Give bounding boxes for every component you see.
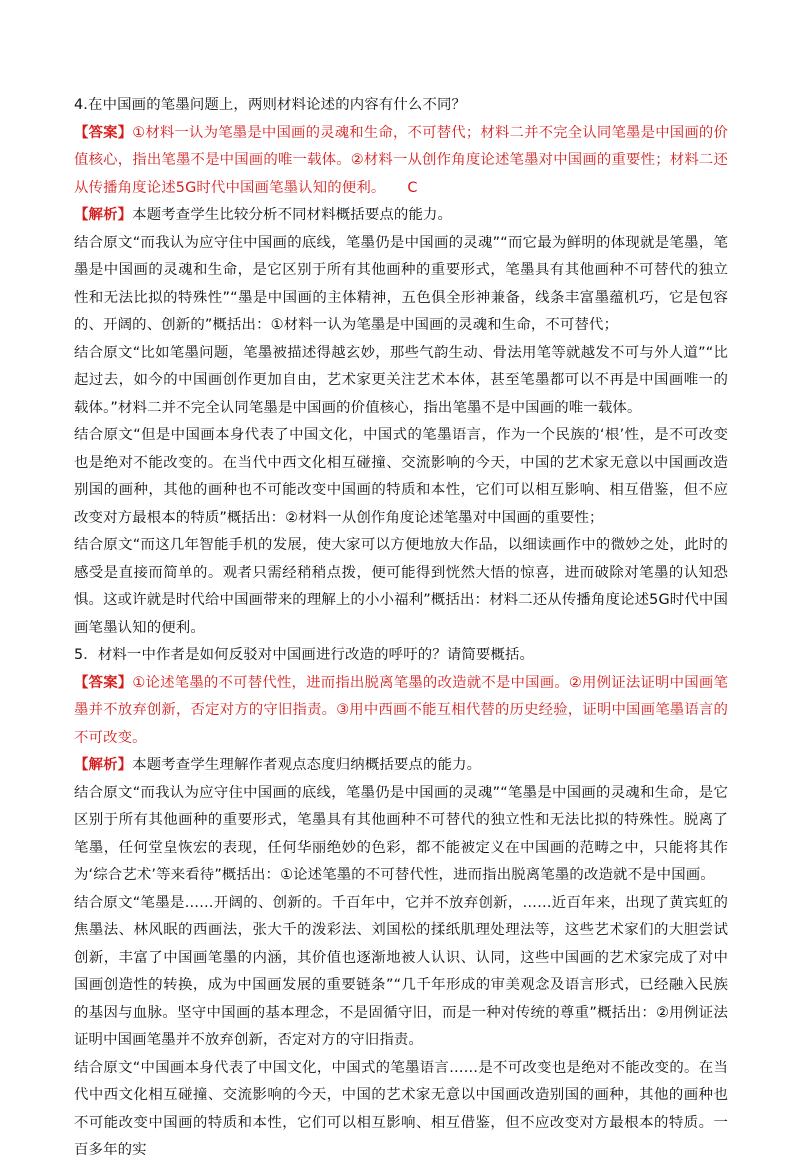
analysis-tag: 【解析】 bbox=[74, 207, 133, 223]
analysis-tag: 【解析】 bbox=[74, 757, 133, 773]
answer-4-text: ①材料一认为笔墨是中国画的灵魂和生命，不可替代；材料二并不完全认同笔墨是中国画的价值核心，指出笔墨不是中国画的唯一载体。②材料一从创作角度论述笔墨对中国画的重要性；材料二还从传播角度论述5G时代中国画笔墨认知的便利。 bbox=[74, 124, 728, 196]
answer-tag: 【答案】 bbox=[74, 674, 133, 691]
analysis-4-paragraph: 结合原文“而我认为应守住中国画的底线，笔墨仍是中国画的灵魂”“而它最为鲜明的体现就是笔墨，笔墨是中国画的灵魂和生命，是它区别于所有其他画种的重要形式，笔墨具有其他画种不可替代的独立性和无法比拟的特殊性”“墨是中国画的主体精神，五色俱全形神兼备，线条丰富墨蕴机巧，它是包容的、开阔的、创新的”概括出：①材料一认为笔墨是中国画的灵魂和生命，不可替代； bbox=[74, 234, 728, 333]
answer-4 bbox=[74, 120, 728, 203]
analysis-5-paragraph: 结合原文“而我认为应守住中国画的底线，笔墨仍是中国画的灵魂”“笔墨是中国画的灵魂和生命，是它区别于所有其他画种的重要形式，笔墨具有其他画种不可替代的独立性和无法比拟的特殊性。脱离了笔墨，任何堂皇恢宏的表现，任何华丽绝妙的色彩，都不能被定义在中国画的范畴之中，只能将其作为‘综合艺术’等来看待”概括出：①论述笔墨的不可替代性，进而指出脱离笔墨的改造就不是中国画。 bbox=[74, 784, 728, 883]
analysis-4 bbox=[74, 202, 728, 230]
answer-5 bbox=[74, 670, 728, 753]
analysis-4-paragraph: 结合原文“而这几年智能手机的发展，使大家可以方便地放大作品，以细读画作中的微妙之处，此时的感受是直接而简单的。观者只需经稍稍点拨，便可能得到恍然大悟的惊喜，进而破除对笔墨的认知恐惧。这或许就是时代给中国画带来的理解上的小小福利”概括出：材料二还从传播角度论述5G时代中国画笔墨认知的便利。 bbox=[74, 537, 728, 636]
stray-mark: C bbox=[407, 179, 418, 196]
analysis-5-paragraph: 结合原文“笔墨是……开阔的、创新的。千百年中，它并不放弃创新，……近百年来，出现了黄宾虹的焦墨法、林风眠的西画法，张大千的泼彩法、刘国松的揉纸肌理处理法等，这些艺术家们的大胆尝试创新，丰富了中国画笔墨的内涵，其价值也逐渐地被人认识、认同，这些中国画的艺术家完成了对中国画创造性的转换，成为中国画发展的重要链条”“几千年形成的审美观念及语言形式，已经融入民族的基因与血脉。坚守中国画的基本理念，不是固循守旧，而是一种对传统的尊重”概括出：②用例证法证明中国画笔墨并不放弃创新，否定对方的守旧指责。 bbox=[74, 894, 728, 1048]
answer-tag: 【答案】 bbox=[74, 124, 133, 141]
document-body bbox=[74, 92, 728, 1165]
question-4: 4.在中国画的笔墨问题上，两则材料论述的内容有什么不同？ bbox=[74, 97, 467, 113]
analysis-5-intro: 本题考查学生理解作者观点态度归纳概括要点的能力。 bbox=[132, 757, 482, 773]
analysis-4-intro: 本题考查学生比较分析不同材料概括要点的能力。 bbox=[132, 207, 453, 223]
answer-5-text: ①论述笔墨的不可替代性，进而指出脱离笔墨的改造就不是中国画。②用例证法证明中国画笔墨并不放弃创新，否定对方的守旧指责。③用中西画不能互相代替的历史经验，证明中国画笔墨语言的不可改变。 bbox=[74, 674, 728, 746]
analysis-4-paragraph: 结合原文“但是中国画本身代表了中国文化，中国式的笔墨语言，作为一个民族的‘根’性，是不可改变也是绝对不能改变的。在当代中西文化相互碰撞、交流影响的今天，中国的艺术家无意以中国画改造别国的画种，其他的画种也不可能改变中国画的特质和本性，它们可以相互影响、相互借鉴，但不应改变对方最根本的特质”概括出：②材料一从创作角度论述笔墨对中国画的重要性； bbox=[74, 427, 728, 526]
analysis-5-paragraph: 结合原文“中国画本身代表了中国文化，中国式的笔墨语言……是不可改变也是绝对不能改变的。在当代中西文化相互碰撞、交流影响的今天，中国的艺术家无意以中国画改造别国的画种，其他的画种也不可能改变中国画的特质和本性，它们可以相互影响、相互借鉴，但不应改变对方最根本的特质。一百多年的实 bbox=[74, 1059, 728, 1158]
question-5: 5．材料一中作者是如何反驳对中国画进行改造的呼吁的？请简要概括。 bbox=[74, 647, 535, 663]
analysis-4-paragraph: 结合原文“比如笔墨问题，笔墨被描述得越玄妙，那些气韵生动、骨法用笔等就越发不可与外人道”“比起过去，如今的中国画创作更加自由，艺术家更关注艺术本体，甚至笔墨都可以不再是中国画唯一的载体。”材料二并不完全认同笔墨是中国画的价值核心，指出笔墨不是中国画的唯一载体。 bbox=[74, 344, 728, 416]
analysis-5 bbox=[74, 752, 728, 780]
